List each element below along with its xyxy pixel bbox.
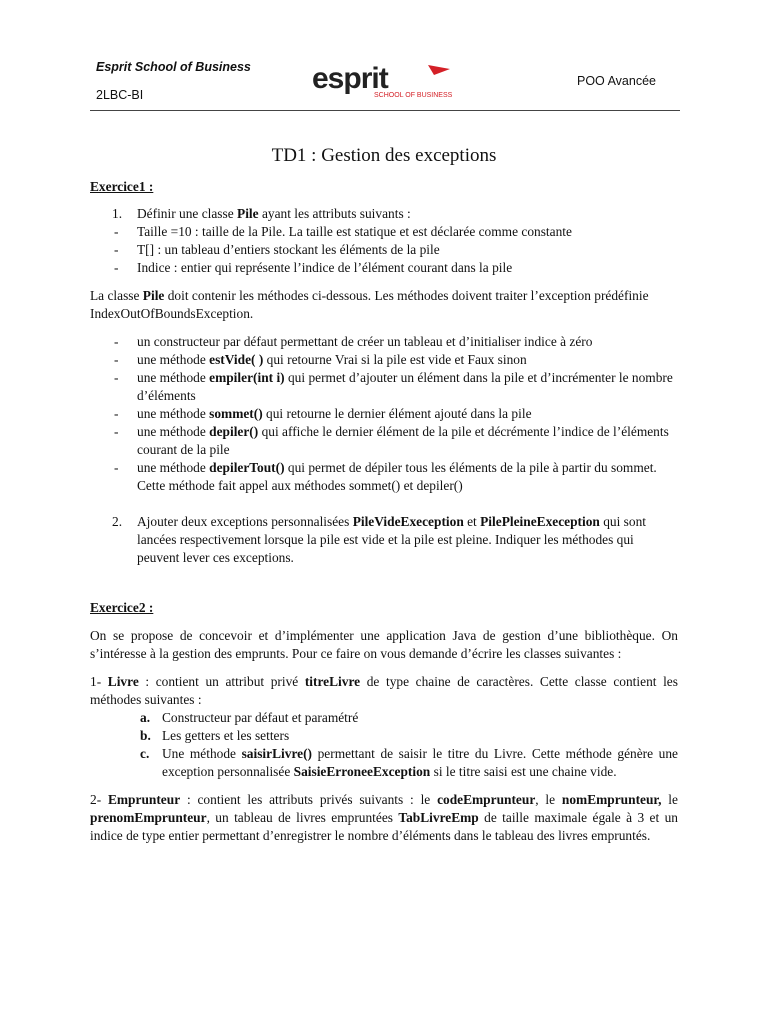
esprit-logo (310, 63, 480, 101)
ex1-methods-intro: La classe Pile doit contenir les méthodes ci-dessous. Les méthodes doivent traiter l’exception prédéfinie IndexOutOfBoundsException. (90, 288, 649, 321)
document-body (90, 178, 678, 845)
ex1-item1: 1. Définir une classe Pile ayant les attributs suivants : (112, 206, 411, 221)
exercise1-heading: Exercice1 : (90, 179, 154, 194)
method-depiler: - une méthode depiler() qui affiche le dernier élément de la pile et décrémente l’indice de l’éléments courant de la pile (114, 424, 669, 457)
method-depilertout: - une méthode depilerTout() qui permet de dépiler tous les éléments de la pile à partir du sommet. Cette méthode fait appel aux méthodes sommet() et depiler() (114, 460, 657, 493)
attr-indice: - Indice : entier qui représente l’indice de l’élément courant dans la pile (114, 260, 513, 275)
livre-item-c: c. Une méthode saisirLivre() permettant de saisir le titre du Livre. Cette méthode génère une exception personnalisée SaisieErroneeException si le titre saisi est une chaine vide. (140, 746, 678, 779)
method-sommet: - une méthode sommet() qui retourne le dernier élément ajouté dans la pile (114, 406, 532, 421)
ex1-item2: 2. Ajouter deux exceptions personnalisées PileVideExeception et PilePleineExeception qui sont lancées respectivement lorsque la pile est vide et la pile est pleine. Indiquer les méthodes qui peuvent lever ces exceptions. (112, 514, 647, 565)
method-estvide: - une méthode estVide( ) qui retourne Vrai si la pile est vide et Faux sinon (114, 352, 527, 367)
attr-tableau: - T[] : un tableau d’entiers stockant les éléments de la pile (114, 242, 440, 257)
method-empiler: - une méthode empiler(int i) qui permet d’ajouter un élément dans la pile et d’incrémenter le nombre d’éléments (114, 370, 673, 403)
class-code: 2LBC-BI (96, 88, 144, 102)
attr-taille: - Taille =10 : taille de la Pile. La taille est statique et est déclarée comme constante (114, 224, 572, 239)
livre-item-b: b. Les getters et les setters (140, 728, 290, 743)
livre-item-a: a. Constructeur par défaut et paramétré (140, 710, 359, 725)
exercise2-heading: Exercice2 : (90, 600, 154, 615)
course-name: POO Avancée (577, 74, 656, 88)
method-constructeur: - un constructeur par défaut permettant de créer un tableau et d’initialiser indice à zéro (114, 334, 593, 349)
svg-text:esprit: esprit (312, 63, 388, 95)
ex2-intro: On se propose de concevoir et d’implémenter une application Java de gestion d’une bibliothèque. On s’intéresse à la gestion des emprunts. Pour ce faire on vous demande d’écrire les classes suivantes : (90, 628, 678, 661)
header-divider (90, 110, 680, 111)
ex2-emprunteur: 2- Emprunteur : contient les attributs privés suivants : le codeEmprunteur, le nomEmprunteur, le prenomEmprunteur, un tableau de livres empruntées TabLivreEmp de taille maximale égale à 3 et un indice de type entier permettant d’enregistrer le nombre d’éléments dans le tableau des livres empruntés. (90, 792, 678, 843)
document-title: TD1 : Gestion des exceptions (271, 145, 497, 166)
ex2-livre: 1- Livre : contient un attribut privé titreLivre de type chaine de caractères. Cette classe contient les méthodes suivantes : (90, 674, 678, 707)
school-name: Esprit School of Business (96, 60, 251, 74)
svg-text:SCHOOL OF BUSINESS: SCHOOL OF BUSINESS (374, 92, 453, 99)
